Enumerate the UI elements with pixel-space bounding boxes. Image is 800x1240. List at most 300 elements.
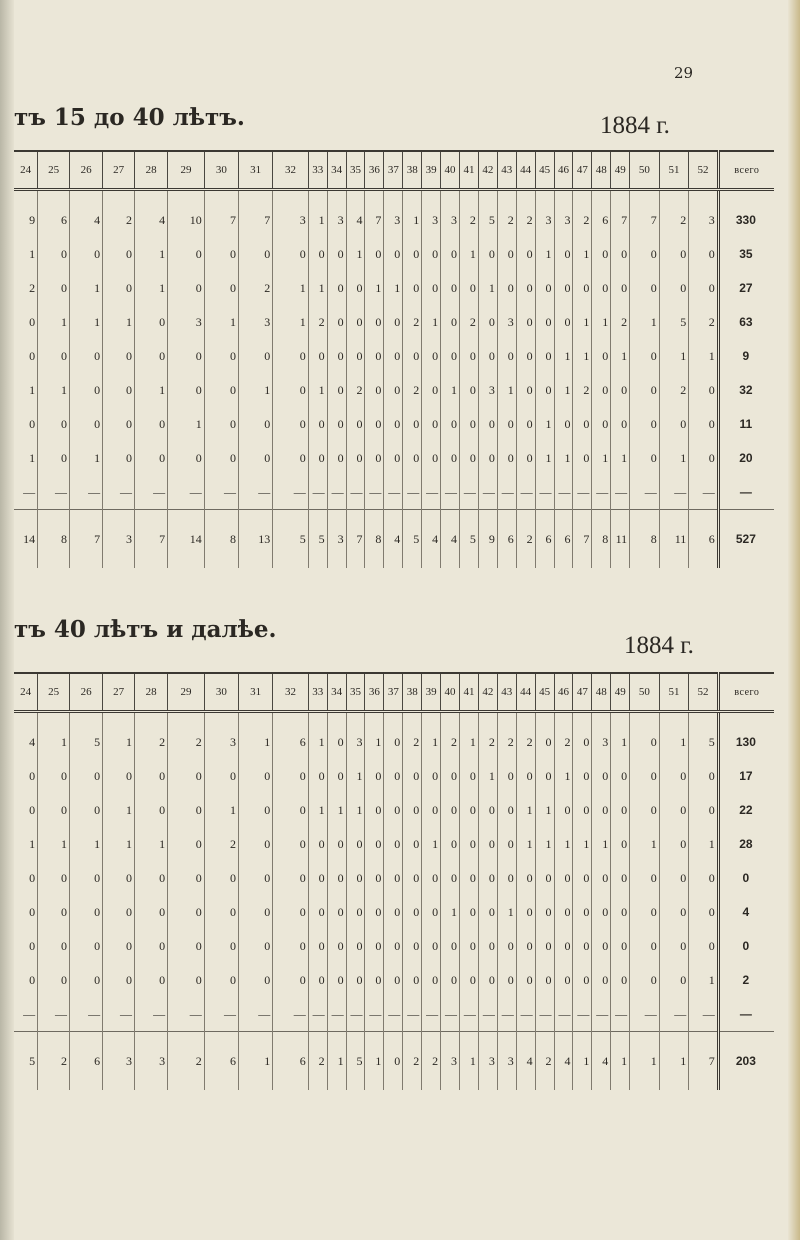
table-cell: 0 <box>630 271 660 305</box>
row-total-cell: 330 <box>718 190 774 238</box>
table-cell: 0 <box>441 963 460 997</box>
table-cell: 0 <box>422 929 441 963</box>
table-cell: 0 <box>168 237 205 271</box>
table-cell: 0 <box>573 963 592 997</box>
table-cell: 0 <box>460 407 479 441</box>
table-cell: 1 <box>103 712 135 760</box>
table-cell: 0 <box>441 793 460 827</box>
table-cell: 5 <box>659 305 689 339</box>
table-cell: 0 <box>441 929 460 963</box>
table-cell: 0 <box>441 305 460 339</box>
table-cell: — <box>611 475 630 510</box>
table-cell: 0 <box>327 895 346 929</box>
table-cell: 0 <box>516 305 535 339</box>
table-cell: 0 <box>554 237 573 271</box>
column-sum-cell: 8 <box>630 510 660 569</box>
paper-edge-left <box>0 0 14 1240</box>
table-cell: 0 <box>204 929 238 963</box>
table-cell: 0 <box>689 407 719 441</box>
table-cell: 0 <box>497 793 516 827</box>
page-number: 29 <box>674 64 694 82</box>
table-cell: 0 <box>273 963 308 997</box>
table-cell: 1 <box>497 895 516 929</box>
table-cell: 0 <box>346 963 365 997</box>
table-cell: — <box>535 997 554 1032</box>
table-cell: 4 <box>346 190 365 238</box>
column-sum-cell: 8 <box>204 510 238 569</box>
table-cell: 0 <box>478 895 497 929</box>
table-cell: 0 <box>168 759 205 793</box>
table-cell: 0 <box>29 904 36 919</box>
table-cell: — <box>478 997 497 1032</box>
table-cell: 0 <box>273 827 308 861</box>
table-cell: 0 <box>478 441 497 475</box>
table-cell: 0 <box>659 929 689 963</box>
table-cell: 0 <box>535 339 554 373</box>
table-cell: 3 <box>273 190 308 238</box>
column-sum-cell: 2 <box>168 1032 205 1091</box>
table-cell: 0 <box>168 271 205 305</box>
table-cell: — <box>365 997 384 1032</box>
table-cell: 0 <box>497 407 516 441</box>
column-sum-cell: 7 <box>70 510 103 569</box>
table-cell: 0 <box>384 895 403 929</box>
table-cell: 0 <box>168 373 205 407</box>
table-cell: 0 <box>135 407 168 441</box>
table-cell: 0 <box>630 861 660 895</box>
header-row <box>14 673 774 712</box>
table-cell: 0 <box>70 895 103 929</box>
table-cell: 0 <box>327 373 346 407</box>
table-cell: — <box>460 475 479 510</box>
table-row <box>14 827 774 861</box>
table-cell: 0 <box>327 339 346 373</box>
table-cell: 0 <box>273 373 308 407</box>
table-cell: 0 <box>611 407 630 441</box>
age-column-header: 49 <box>611 151 630 190</box>
table-cell: 1 <box>516 793 535 827</box>
column-sum-cell: 14 <box>168 510 205 569</box>
table-row <box>14 441 774 475</box>
table-cell: 0 <box>38 895 70 929</box>
column-sum-cell: 8 <box>365 510 384 569</box>
column-sum-cell: 11 <box>611 510 630 569</box>
column-sum-cell: 4 <box>441 510 460 569</box>
table-cell: 0 <box>346 339 365 373</box>
table-cell: 3 <box>592 712 611 760</box>
table-cell: 0 <box>308 827 327 861</box>
table-cell: — <box>135 997 168 1032</box>
table-cell: — <box>516 997 535 1032</box>
table-cell: 0 <box>460 929 479 963</box>
table-cell: 0 <box>365 339 384 373</box>
table-cell: 2 <box>573 190 592 238</box>
table-cell: — <box>239 997 273 1032</box>
age-column-header: 36 <box>365 673 384 712</box>
table-cell: — <box>70 475 103 510</box>
table-cell: 0 <box>135 929 168 963</box>
table-cell: 0 <box>573 929 592 963</box>
table-cell: 1 <box>554 373 573 407</box>
column-sum-cell: 6 <box>70 1032 103 1091</box>
table-cell: 0 <box>273 237 308 271</box>
table-cell: 0 <box>168 827 205 861</box>
table-cell: 0 <box>365 759 384 793</box>
table-cell: 0 <box>273 407 308 441</box>
age-column-header: 40 <box>441 151 460 190</box>
age-column-header: 35 <box>346 673 365 712</box>
table-cell: 0 <box>460 861 479 895</box>
table-cell: 0 <box>460 441 479 475</box>
age-column-header: 29 <box>168 151 205 190</box>
table-cell: 1 <box>403 190 422 238</box>
table-cell: 0 <box>630 793 660 827</box>
table-cell: 0 <box>327 861 346 895</box>
table-cell: 1 <box>659 712 689 760</box>
table-cell: 0 <box>384 861 403 895</box>
table-cell: 0 <box>273 793 308 827</box>
table-cell: 0 <box>516 407 535 441</box>
age-column-header: 45 <box>535 673 554 712</box>
table-cell: 2 <box>308 305 327 339</box>
column-sum-cell: 3 <box>135 1032 168 1091</box>
column-sum-cell: 3 <box>103 1032 135 1091</box>
table-cell: 0 <box>29 938 36 953</box>
table-cell: 0 <box>365 407 384 441</box>
table-cell: 2 <box>659 190 689 238</box>
age-column-header: 50 <box>630 673 660 712</box>
table-cell: 0 <box>204 407 238 441</box>
table-cell: 1 <box>592 305 611 339</box>
table-cell: 0 <box>29 348 36 363</box>
table-cell: 1 <box>38 305 70 339</box>
table-cell: 0 <box>38 441 70 475</box>
table-cell: 0 <box>630 929 660 963</box>
table-cell: 0 <box>346 929 365 963</box>
row-total-cell: 2 <box>718 963 774 997</box>
age-column-header: 49 <box>611 673 630 712</box>
column-sum-cell: 5 <box>460 510 479 569</box>
table-cell: — <box>23 1006 36 1021</box>
table-cell: 0 <box>204 373 238 407</box>
age-column-header: 41 <box>460 151 479 190</box>
table-cell: 0 <box>659 407 689 441</box>
table-cell: 0 <box>422 963 441 997</box>
table-cell: 0 <box>422 339 441 373</box>
row-total-cell: — <box>718 475 774 510</box>
table-cell: 7 <box>239 190 273 238</box>
table-cell: 0 <box>535 271 554 305</box>
table-cell: 1 <box>611 712 630 760</box>
table-cell: 0 <box>478 339 497 373</box>
table-cell: 0 <box>403 339 422 373</box>
table-cell: 0 <box>308 963 327 997</box>
column-sum-cell: 1 <box>573 1032 592 1091</box>
table-cell: 0 <box>38 237 70 271</box>
table-cell: 1 <box>554 827 573 861</box>
column-sum-cell: 6 <box>535 510 554 569</box>
table-cell: — <box>497 997 516 1032</box>
table-cell: 0 <box>573 895 592 929</box>
table-cell: 0 <box>441 407 460 441</box>
table-cell: 0 <box>204 759 238 793</box>
age-column-header: 40 <box>441 673 460 712</box>
column-sum-cell: 6 <box>204 1032 238 1091</box>
table-cell: 2 <box>659 373 689 407</box>
table-cell: 1 <box>573 827 592 861</box>
table-cell: 0 <box>365 895 384 929</box>
table-cell: 1 <box>135 373 168 407</box>
table-cell: 0 <box>29 802 36 817</box>
row-total-cell: 0 <box>718 929 774 963</box>
age-column-header: 43 <box>497 151 516 190</box>
table-row <box>14 407 774 441</box>
table-cell: 2 <box>573 373 592 407</box>
table-cell: 0 <box>460 339 479 373</box>
table-cell: 0 <box>204 339 238 373</box>
table-cell: 1 <box>384 271 403 305</box>
table-cell: — <box>204 475 238 510</box>
column-sum-cell: 1 <box>460 1032 479 1091</box>
table-cell: — <box>689 475 719 510</box>
table-cell: 1 <box>346 793 365 827</box>
table-cell: 0 <box>403 827 422 861</box>
table-cell: 1 <box>70 441 103 475</box>
table-cell: 0 <box>70 861 103 895</box>
table-cell: 0 <box>478 861 497 895</box>
age-column-header: 47 <box>573 673 592 712</box>
table-cell: 0 <box>239 861 273 895</box>
column-sum-cell: 2 <box>403 1032 422 1091</box>
table-cell: — <box>497 475 516 510</box>
table-cell: 0 <box>689 759 719 793</box>
table-cell: 0 <box>422 793 441 827</box>
column-sum-cell: 7 <box>573 510 592 569</box>
column-sum-cell: 14 <box>14 510 38 569</box>
table-row <box>14 895 774 929</box>
section2-heading: тъ 40 лѣтъ и далѣе. <box>14 616 277 643</box>
table-cell: 0 <box>611 373 630 407</box>
table-cell: 5 <box>478 190 497 238</box>
table-cell: 0 <box>535 929 554 963</box>
table-cell: — <box>478 475 497 510</box>
table-cell: — <box>384 997 403 1032</box>
table-cell: 0 <box>384 339 403 373</box>
table-cell: 0 <box>308 237 327 271</box>
table-cell: 0 <box>384 237 403 271</box>
table-cell: 0 <box>103 441 135 475</box>
table-cell: 0 <box>592 271 611 305</box>
table-cell: 0 <box>592 929 611 963</box>
table-cell: 0 <box>168 929 205 963</box>
table-cell: 0 <box>29 870 36 885</box>
table-cell: — <box>630 997 660 1032</box>
column-sum-cell: 6 <box>273 1032 308 1091</box>
table-cell: 0 <box>239 793 273 827</box>
age-column-header: 45 <box>535 151 554 190</box>
age-column-header: 31 <box>239 673 273 712</box>
table-cell: 0 <box>204 895 238 929</box>
table-cell: 0 <box>365 963 384 997</box>
table-cell: — <box>554 997 573 1032</box>
table-cell: 0 <box>516 861 535 895</box>
table-cell: 0 <box>592 963 611 997</box>
row-total-cell: 20 <box>718 441 774 475</box>
column-sum-cell: 5 <box>14 1032 38 1091</box>
age-column-header: 34 <box>327 673 346 712</box>
table-cell: 0 <box>516 237 535 271</box>
row-total-cell: 4 <box>718 895 774 929</box>
table-cell: 0 <box>535 963 554 997</box>
grand-total-cell: 203 <box>718 1032 774 1091</box>
table-cell: 0 <box>441 271 460 305</box>
table-cell: 1 <box>554 441 573 475</box>
age-column-header: 25 <box>38 673 70 712</box>
table-cell: 0 <box>365 861 384 895</box>
table-cell: — <box>403 475 422 510</box>
table-cell: 0 <box>535 305 554 339</box>
table-cell: 0 <box>239 441 273 475</box>
table-cell: 0 <box>460 271 479 305</box>
table-cell: 1 <box>273 305 308 339</box>
table-cell: 0 <box>70 237 103 271</box>
table-cell: — <box>535 475 554 510</box>
age-column-header: 36 <box>365 151 384 190</box>
table-cell: 0 <box>554 861 573 895</box>
table-cell: 0 <box>403 271 422 305</box>
table-cell: 1 <box>441 895 460 929</box>
table-cell: 6 <box>38 190 70 238</box>
column-sum-cell: 1 <box>611 1032 630 1091</box>
table-cell: 1 <box>29 450 36 465</box>
column-sum-cell: 8 <box>592 510 611 569</box>
table-cell: — <box>422 475 441 510</box>
table-cell: 0 <box>38 759 70 793</box>
table-cell: 1 <box>308 190 327 238</box>
table-cell: 0 <box>29 768 36 783</box>
age-column-header: 34 <box>327 151 346 190</box>
table-cell: — <box>327 997 346 1032</box>
table-cell: 0 <box>327 963 346 997</box>
table-cell: 0 <box>168 861 205 895</box>
table-cell: 0 <box>204 963 238 997</box>
table-cell: 0 <box>659 271 689 305</box>
section1-year: 1884 г. <box>600 112 670 139</box>
table-cell: — <box>70 997 103 1032</box>
table-cell: 0 <box>239 339 273 373</box>
table-cell: 1 <box>659 441 689 475</box>
table-cell: 0 <box>384 712 403 760</box>
table-cell: 2 <box>403 712 422 760</box>
table-cell: 0 <box>460 963 479 997</box>
table-cell: 0 <box>365 305 384 339</box>
table-cell: 0 <box>70 759 103 793</box>
table-cell: 2 <box>239 271 273 305</box>
table-cell: 4 <box>70 190 103 238</box>
row-total-cell: — <box>718 997 774 1032</box>
table-cell: 1 <box>441 373 460 407</box>
column-sum-cell: 3 <box>497 1032 516 1091</box>
age-column-header: 50 <box>630 151 660 190</box>
section1-table <box>14 150 774 568</box>
table-cell: 1 <box>135 827 168 861</box>
table-row <box>14 929 774 963</box>
row-total-cell: 130 <box>718 712 774 760</box>
table-cell: 0 <box>592 793 611 827</box>
total-column-header: всего <box>718 151 774 190</box>
table-cell: 6 <box>273 712 308 760</box>
table-cell: 0 <box>204 271 238 305</box>
sum-row <box>14 510 774 569</box>
table-cell: 0 <box>135 861 168 895</box>
table-cell: — <box>239 475 273 510</box>
table-cell: 0 <box>365 237 384 271</box>
table-cell: 2 <box>460 190 479 238</box>
table-cell: — <box>441 997 460 1032</box>
paper-edge-right <box>788 0 800 1240</box>
column-sum-cell: 4 <box>422 510 441 569</box>
table-cell: 1 <box>204 305 238 339</box>
section2-table <box>14 672 774 1090</box>
table-cell: 0 <box>346 305 365 339</box>
table-cell: 1 <box>327 793 346 827</box>
table-cell: 0 <box>441 759 460 793</box>
table-cell: 1 <box>689 963 719 997</box>
table-cell: 0 <box>273 895 308 929</box>
table-cell: 0 <box>535 712 554 760</box>
table-cell: 0 <box>308 441 327 475</box>
table-cell: 0 <box>460 759 479 793</box>
table-cell: 0 <box>554 305 573 339</box>
table-cell: 0 <box>478 827 497 861</box>
table-cell: 0 <box>659 237 689 271</box>
table-cell: 1 <box>29 382 36 397</box>
table-cell: 1 <box>592 827 611 861</box>
table-cell: 1 <box>70 305 103 339</box>
age-column-header: 41 <box>460 673 479 712</box>
section1-heading: тъ 15 до 40 лѣтъ. <box>14 104 245 131</box>
table-cell: 0 <box>611 963 630 997</box>
table-cell: 0 <box>659 895 689 929</box>
table-cell: 0 <box>204 237 238 271</box>
table-cell: 0 <box>659 963 689 997</box>
table-row <box>14 237 774 271</box>
table-cell: 1 <box>573 305 592 339</box>
table-cell: 0 <box>38 793 70 827</box>
table-cell: 0 <box>168 963 205 997</box>
table-cell: 1 <box>365 271 384 305</box>
table-cell: 0 <box>630 441 660 475</box>
table-cell: 1 <box>204 793 238 827</box>
table-cell: 0 <box>497 759 516 793</box>
table-row <box>14 759 774 793</box>
table-cell: 7 <box>204 190 238 238</box>
table-cell: 0 <box>273 759 308 793</box>
table-cell: 0 <box>365 441 384 475</box>
table-cell: 3 <box>554 190 573 238</box>
age-column-header: 32 <box>273 151 308 190</box>
table-cell: 0 <box>441 237 460 271</box>
table-cell: 2 <box>516 712 535 760</box>
age-column-header: 38 <box>403 673 422 712</box>
table-cell: 0 <box>365 373 384 407</box>
column-sum-cell: 3 <box>327 510 346 569</box>
column-sum-cell: 7 <box>135 510 168 569</box>
table-cell: 0 <box>630 237 660 271</box>
table-cell: — <box>573 475 592 510</box>
table-cell: — <box>327 475 346 510</box>
table-cell: 0 <box>327 441 346 475</box>
